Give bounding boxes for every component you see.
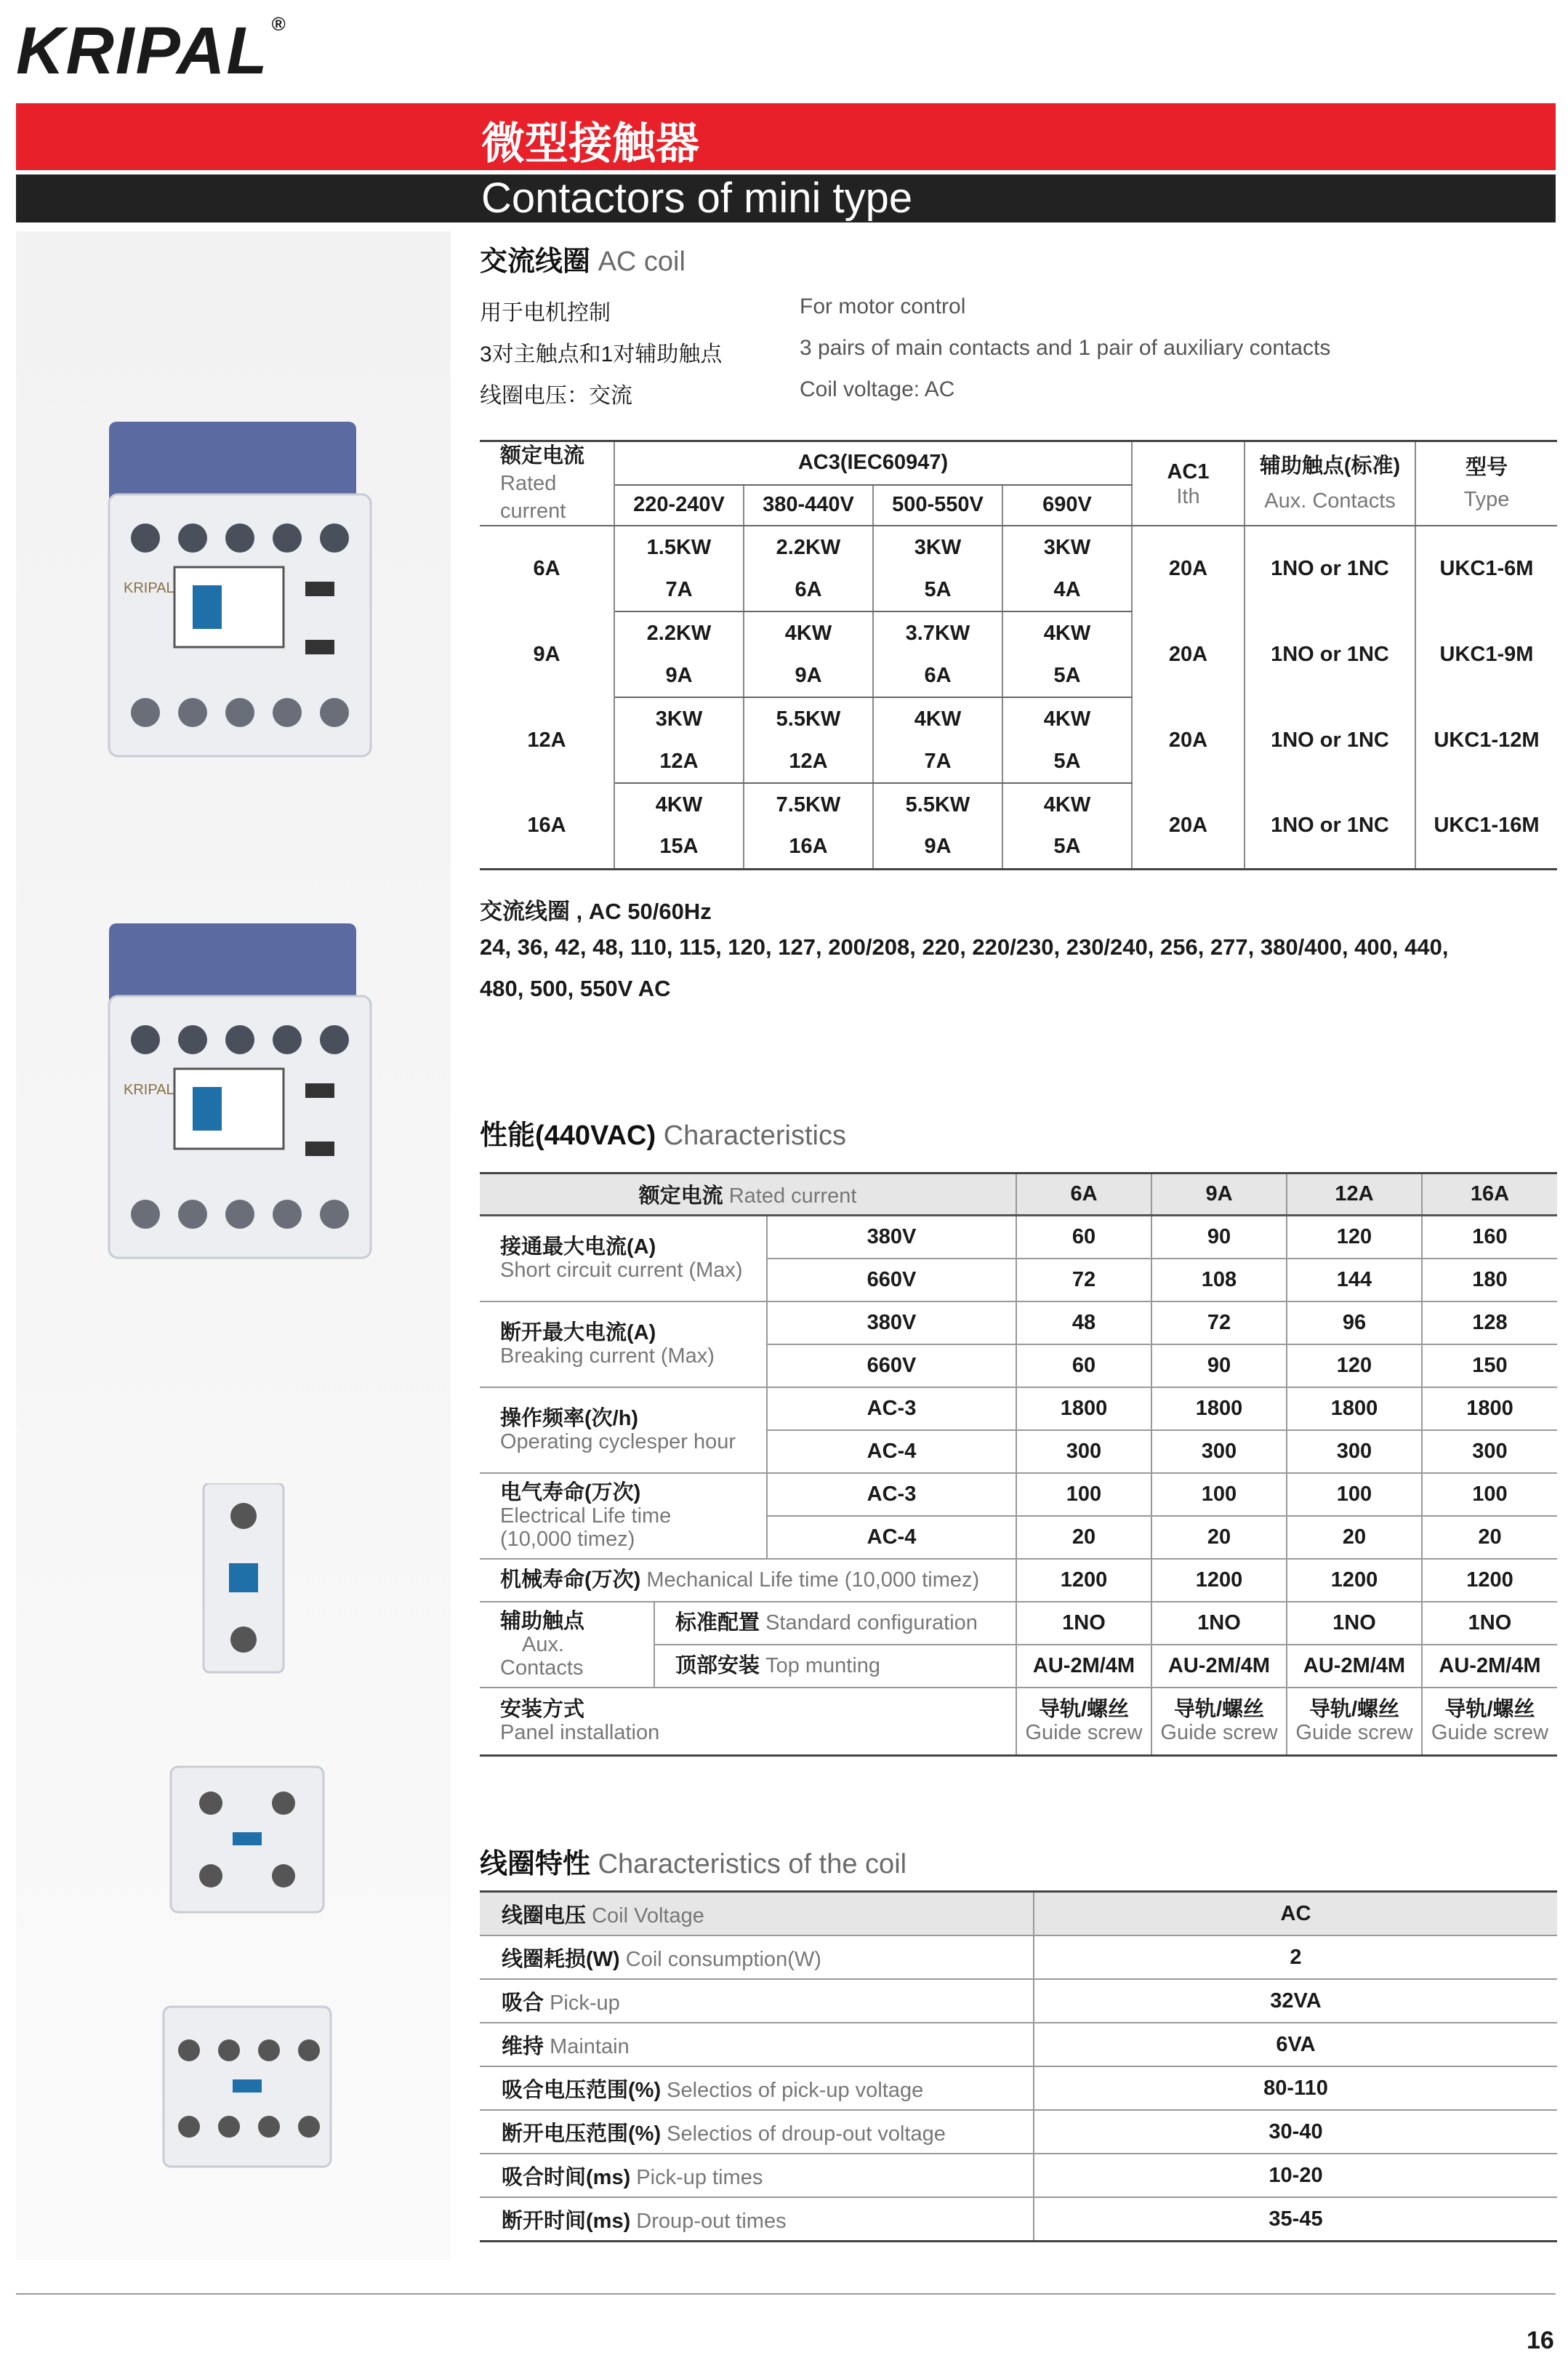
table-cell: 72 [1151, 1301, 1287, 1344]
table-cell: 2.2KW [744, 526, 873, 569]
table-cell: 3KW [1002, 526, 1132, 569]
table-cell: 1NO [1016, 1602, 1151, 1645]
table-cell: 1200 [1422, 1559, 1557, 1602]
table-cell: 120 [1287, 1216, 1422, 1259]
col-header: 9A [1151, 1174, 1287, 1216]
table-row-rated: 9A [480, 611, 614, 697]
table-cell: 7.5KW [744, 783, 873, 826]
table-cell: 1NO [1151, 1602, 1287, 1645]
table-cell: 1NO or 1NC [1245, 611, 1415, 697]
coil-voltage-list-2: 480, 500, 550V AC [480, 976, 671, 1001]
table-cell: 20A [1132, 697, 1245, 783]
table-cell: 30-40 [1034, 2110, 1557, 2154]
table-cell: 导轨/螺丝 Guide screw [1016, 1688, 1151, 1756]
table-cell: 20A [1132, 783, 1245, 869]
table-cell: 96 [1287, 1301, 1422, 1344]
table-cell: 100 [1287, 1473, 1422, 1516]
col-header: 6A [1016, 1174, 1151, 1216]
table-cell: 20 [1151, 1516, 1287, 1559]
table-cell: 120 [1287, 1344, 1422, 1387]
table-cell: UKC1-9M [1439, 642, 1534, 666]
table-cell: 100 [1422, 1473, 1557, 1516]
coil-voltage-list-1: 24, 36, 42, 48, 110, 115, 120, 127, 200/208, 220, 220/230, 230/240, 256, 277, 380/400, 400, 440, [480, 934, 1449, 960]
aux-contacts-label: 辅助触点 Aux. Contacts [480, 1602, 654, 1688]
table-cell: 9A [614, 654, 744, 697]
table-cell: 1200 [1016, 1559, 1151, 1602]
coil-characteristics-table [480, 1890, 1557, 2242]
table-cell: UKC1-6M [1439, 557, 1534, 580]
table-cell: 1200 [1151, 1559, 1287, 1602]
svg-text:KRIPAL: KRIPAL [124, 1082, 174, 1098]
table-row: 吸合时间(ms) Pick-up times [480, 2154, 1034, 2197]
table-cell: 5A [1002, 740, 1132, 783]
table-cell: 导轨/螺丝 Guide screw [1422, 1688, 1557, 1756]
info-en-2: 3 pairs of main contacts and 1 pair of auxiliary contacts [800, 336, 1331, 360]
table-cell: 6A [873, 654, 1002, 697]
section-ac-coil: 交流线圈 AC coil [480, 246, 686, 277]
aux-block-side-image [196, 1483, 298, 1680]
table-row: 线圈耗损(W) Coil consumption(W) [480, 1935, 1034, 1979]
table-row-rated: 12A [480, 697, 614, 783]
table-cell: AC-4 [767, 1430, 1016, 1473]
col-header: 16A [1422, 1174, 1557, 1216]
info-cn-1: 用于电机控制 [480, 301, 611, 325]
table-cell: 20 [1422, 1516, 1557, 1559]
table-cell: 6VA [1034, 2023, 1557, 2066]
table-cell: 4KW [1002, 611, 1132, 654]
table-cell: 20 [1287, 1516, 1422, 1559]
table-cell: 4KW [1002, 783, 1132, 826]
table-cell: 300 [1422, 1430, 1557, 1473]
table-row: 线圈电压 Coil Voltage [480, 1892, 1034, 1936]
ac1-header: AC1 Ith [1132, 441, 1245, 526]
table-cell: 1NO or 1NC [1245, 783, 1415, 869]
table-cell: 300 [1016, 1430, 1151, 1473]
table-cell: 1200 [1287, 1559, 1422, 1602]
table-cell: 32VA [1034, 1979, 1557, 2023]
table-cell: 4A [1002, 569, 1132, 611]
info-cn-2: 3对主触点和1对辅助触点 [480, 342, 723, 366]
table-cell: UKC1-12M [1434, 728, 1540, 752]
table-cell: 160 [1422, 1216, 1557, 1259]
table-cell: AU-2M/4M [1287, 1645, 1422, 1688]
aux-block-2-image [164, 1760, 331, 1919]
table-cell: 1NO or 1NC [1245, 526, 1415, 611]
electrical-life-label: 电气寿命(万次) Electrical Life time (10,000 timez) [480, 1473, 767, 1559]
table-row-rated: 6A [480, 526, 614, 611]
panel-installation-label: 安装方式 Panel installation [480, 1688, 1016, 1756]
table-cell: 7A [873, 740, 1002, 783]
table-cell: 100 [1151, 1473, 1287, 1516]
table-cell: 660V [767, 1259, 1016, 1301]
operating-frequency-label: 操作频率(次/h) Operating cyclesper hour [480, 1387, 767, 1473]
voltage-header-4: 690V [1002, 485, 1132, 526]
table-cell: 1800 [1151, 1387, 1287, 1430]
table-cell: UKC1-16M [1434, 813, 1540, 837]
table-cell: 144 [1287, 1259, 1422, 1301]
aux-block-4-image [156, 1999, 338, 2174]
table-cell: 20 [1016, 1516, 1151, 1559]
table-cell: 2 [1034, 1935, 1557, 1979]
table-cell: 12A [744, 740, 873, 783]
table-cell: 60 [1016, 1344, 1151, 1387]
section-coil-characteristics: 线圈特性 Characteristics of the coil [480, 1849, 907, 1879]
short-circuit-label: 接通最大电流(A) Short circuit current (Max) [480, 1216, 767, 1301]
rated-current-header: 额定电流 Rated current [480, 1174, 1016, 1216]
contactor-image-1 [95, 422, 385, 763]
aux-contacts-header: 辅助触点(标准) Aux. Contacts [1245, 441, 1415, 526]
table-cell: 90 [1151, 1216, 1287, 1259]
table-cell: 5A [1002, 654, 1132, 697]
table-cell: 90 [1151, 1344, 1287, 1387]
table-cell: 128 [1422, 1301, 1557, 1344]
coil-voltage-label: 交流线圈 , AC 50/60Hz [480, 899, 712, 924]
table-row: 断开时间(ms) Droup-out times [480, 2197, 1034, 2242]
voltage-header-1: 220-240V [614, 485, 744, 526]
table-cell: 16A [744, 826, 873, 869]
info-en-3: Coil voltage: AC [800, 377, 955, 401]
table-row: 吸合 Pick-up [480, 1979, 1034, 2023]
table-cell: 4KW [614, 783, 744, 826]
table-cell: 60 [1016, 1216, 1151, 1259]
title-bar-red [16, 103, 1556, 170]
table-cell: 4KW [1002, 697, 1132, 740]
table-cell: AU-2M/4M [1422, 1645, 1557, 1688]
table-cell: AU-2M/4M [1151, 1645, 1287, 1688]
table-cell: 3KW [614, 697, 744, 740]
table-cell: 5A [873, 569, 1002, 611]
table-cell: 20A [1132, 611, 1245, 697]
table-row-rated: 16A [480, 783, 614, 869]
table-cell: 9A [873, 826, 1002, 869]
table-cell: 380V [767, 1216, 1016, 1259]
table-cell: AU-2M/4M [1016, 1645, 1151, 1688]
table-cell: 1800 [1016, 1387, 1151, 1430]
table-cell: 1NO or 1NC [1245, 697, 1415, 783]
table-cell: AC-3 [767, 1473, 1016, 1516]
table-row: 断开电压范围(%) Selectios of droup-out voltage [480, 2110, 1034, 2154]
table-cell: 15A [614, 826, 744, 869]
rating-table [480, 440, 1557, 870]
table-cell: 108 [1151, 1259, 1287, 1301]
table-cell: 1NO [1422, 1602, 1557, 1645]
col-header: 12A [1287, 1174, 1422, 1216]
brand-logo: KRIPAL ® [16, 13, 287, 88]
page-title-cn: 微型接触器 [481, 119, 699, 168]
characteristics-table [480, 1172, 1557, 1757]
table-cell: 12A [614, 740, 744, 783]
table-cell: 180 [1422, 1259, 1557, 1301]
table-cell: 150 [1422, 1344, 1557, 1387]
table-cell: 导轨/螺丝 Guide screw [1151, 1688, 1287, 1756]
table-cell: AC [1034, 1892, 1557, 1936]
page-number: 16 [1527, 2327, 1554, 2354]
table-cell: 3.7KW [873, 611, 1002, 654]
page-title-en: Contactors of mini type [481, 174, 913, 222]
ac3-header: AC3(IEC60947) [614, 441, 1132, 485]
table-cell: 80-110 [1034, 2066, 1557, 2110]
info-en-1: For motor control [800, 294, 966, 318]
table-cell: 100 [1016, 1473, 1151, 1516]
table-cell: 72 [1016, 1259, 1151, 1301]
type-header: 型号 Type [1415, 441, 1557, 526]
table-cell: 3KW [873, 526, 1002, 569]
table-cell: 1.5KW [614, 526, 744, 569]
table-cell: 380V [767, 1301, 1016, 1344]
table-cell: 4KW [744, 611, 873, 654]
info-cn-3: 线圈电压：交流 [480, 384, 632, 408]
standard-config-label: 标准配置 Standard configuration [654, 1602, 1016, 1645]
table-row: 吸合电压范围(%) Selectios of pick-up voltage [480, 2066, 1034, 2110]
svg-text:KRIPAL: KRIPAL [124, 580, 174, 596]
table-cell: 300 [1151, 1430, 1287, 1473]
table-cell: 6A [744, 569, 873, 611]
rated-current-header: 额定电流 Rated current [480, 441, 614, 526]
voltage-header-3: 500-550V [873, 485, 1002, 526]
table-cell: 5A [1002, 826, 1132, 869]
table-cell: 48 [1016, 1301, 1151, 1344]
footer-divider [16, 2293, 1556, 2295]
table-cell: 9A [744, 654, 873, 697]
section-characteristics: 性能(440VAC) Characteristics [480, 1120, 846, 1151]
contactor-image-2 [95, 923, 385, 1265]
table-cell: 1NO [1287, 1602, 1422, 1645]
table-cell: 660V [767, 1344, 1016, 1387]
breaking-current-label: 断开最大电流(A) Breaking current (Max) [480, 1301, 767, 1387]
top-mounting-label: 顶部安装 Top munting [654, 1645, 1016, 1688]
table-cell: 35-45 [1034, 2197, 1557, 2242]
table-cell: 2.2KW [614, 611, 744, 654]
table-cell: 300 [1287, 1430, 1422, 1473]
table-cell: 10-20 [1034, 2154, 1557, 2197]
table-cell: 7A [614, 569, 744, 611]
table-cell: 1800 [1287, 1387, 1422, 1430]
table-cell: 5.5KW [744, 697, 873, 740]
mechanical-life-label: 机械寿命(万次) Mechanical Life time (10,000 timez) [480, 1559, 1016, 1602]
voltage-header-2: 380-440V [744, 485, 873, 526]
table-cell: 导轨/螺丝 Guide screw [1287, 1688, 1422, 1756]
table-cell: 1800 [1422, 1387, 1557, 1430]
table-cell: 20A [1132, 526, 1245, 611]
table-cell: 4KW [873, 697, 1002, 740]
table-cell: AC-4 [767, 1516, 1016, 1559]
table-row: 维持 Maintain [480, 2023, 1034, 2066]
table-cell: AC-3 [767, 1387, 1016, 1430]
table-cell: 5.5KW [873, 783, 1002, 826]
